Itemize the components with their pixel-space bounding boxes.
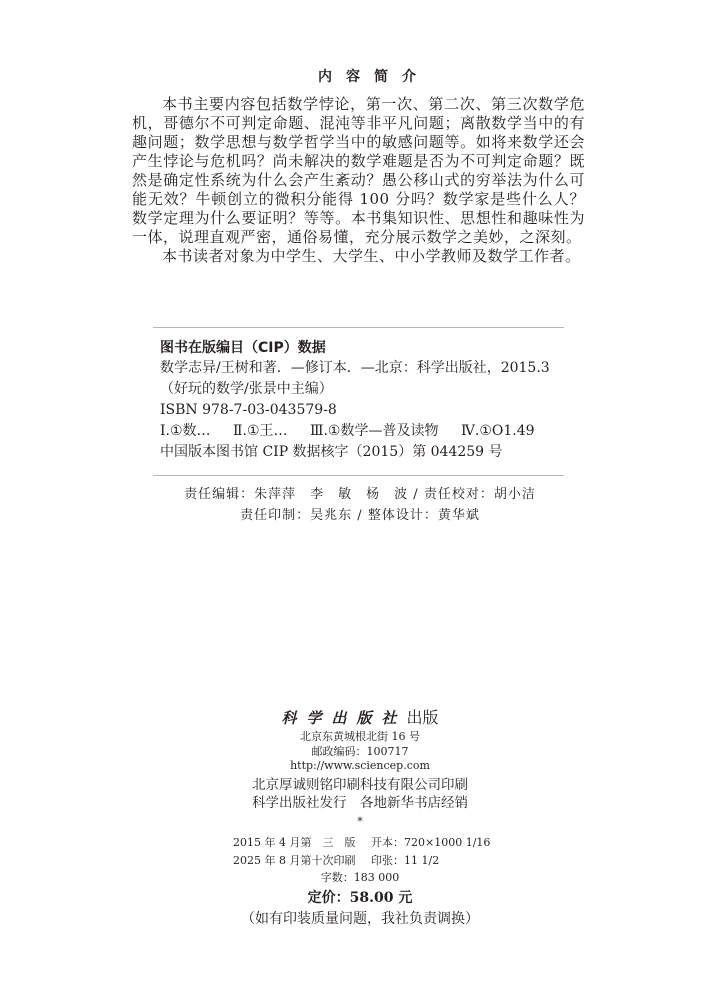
price-label: 定价： <box>307 890 350 906</box>
word-count: 字数：183 000 <box>320 871 400 884</box>
credits-production: 责任印制：吴兆东 / 整体设计：黄华斌 <box>240 508 480 523</box>
price-unit: 元 <box>398 890 413 906</box>
publisher-postcode: 邮政编码：100717 <box>311 744 409 758</box>
price-value: 58.00 <box>349 890 394 906</box>
printing-date: 2025 年 8 月第十次印刷 <box>233 854 356 867</box>
printer-line: 北京厚诚则铭印刷科技有限公司印刷 <box>252 777 468 793</box>
cip-class-1: Ⅰ.①数… <box>160 423 211 439</box>
format-size: 开本：720×1000 1/16 <box>371 836 491 849</box>
divider-bottom <box>153 475 564 476</box>
publisher-logo-name: 科学出版社 <box>281 709 407 727</box>
publisher-suffix: 出版 <box>406 708 439 727</box>
divider-top <box>153 327 564 328</box>
cip-class-3: Ⅲ.①数学—普及读物 <box>309 423 439 439</box>
intro-title: 内容简介 <box>318 69 430 85</box>
sheet-count: 印张：11 1/2 <box>371 854 440 867</box>
intro-body <box>132 95 585 266</box>
publisher-address: 北京东黄城根北街 16 号 <box>300 730 420 743</box>
publisher-website: http://www.sciencep.com <box>290 759 430 772</box>
intro-paragraph: 本书读者对象为中学生、大学生、中小学教师及数学工作者。 <box>162 247 581 265</box>
price-line <box>0 888 720 908</box>
cip-number: 中国版本图书馆 CIP 数据核字（2015）第 044259 号 <box>160 444 503 460</box>
credits-block <box>0 484 720 526</box>
cip-classification <box>160 421 580 442</box>
edition-date: 2015 年 4 月第 三 版 <box>233 836 356 849</box>
cip-line-title: 数学志异/王树和著．—修订本．—北京：科学出版社，2015.3 <box>160 360 550 376</box>
cip-title: 图书在版编目（CIP）数据 <box>160 340 326 356</box>
cip-class-4: Ⅳ.①O1.49 <box>460 423 535 439</box>
cip-block <box>160 338 580 463</box>
credits-editors: 责任编辑：朱萍萍 李 敏 杨 波 / 责任校对：胡小洁 <box>184 487 536 502</box>
cip-line-series: （好玩的数学/张景中主编） <box>160 381 333 397</box>
cip-isbn: ISBN 978-7-03-043579-8 <box>160 402 337 418</box>
intro-paragraph: 本书主要内容包括数学悖论，第一次、第二次、第三次数学危机，哥德尔不可判定命题、混沌等非平凡问题；离散数学当中的有趣问题；数学思想与数学哲学当中的敏感问题等。如将来数学还会产生悖论与危机吗？尚未解决的数学难题是否为不可判定命题？既然是确定性系统为什么会产生紊动？愚公移山式的穷举法为什么可能无效？牛顿创立的微积分能得 100 分吗？数学家是些什么人？数学定理为什么要证明？等等。本书集知识性、思想性和趣味性为一体，说理直观严密，通俗易懂，充分展示数学之美妙，之深刻。 <box>132 95 585 246</box>
separator-asterisk: * <box>357 815 363 828</box>
publisher-line <box>0 707 720 729</box>
distribution-line: 科学出版社发行 各地新华书店经销 <box>252 795 468 811</box>
cip-class-2: Ⅱ.①王… <box>232 423 288 439</box>
quality-note: （如有印装质量问题，我社负责调换） <box>241 911 479 927</box>
